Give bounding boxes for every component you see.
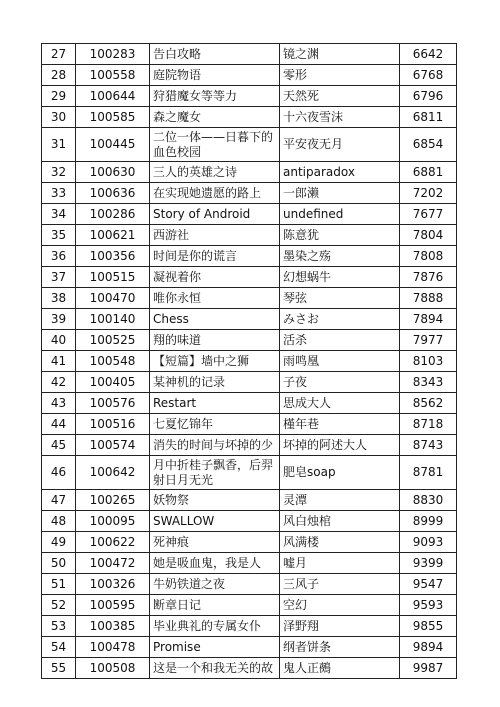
- table-row: [42, 267, 457, 288]
- entry-id-cell: 100140: [76, 309, 150, 330]
- author-cell: 平安夜无月: [280, 128, 400, 162]
- entry-id-cell: 100576: [76, 393, 150, 414]
- score-cell: 8562: [400, 393, 457, 414]
- title-cell: Restart: [150, 393, 280, 414]
- table-row: [42, 435, 457, 456]
- entry-id-cell: 100385: [76, 616, 150, 637]
- author-cell: 风白烛棺: [280, 511, 400, 532]
- score-cell: 9593: [400, 595, 457, 616]
- ranking-table-body: [42, 44, 457, 679]
- author-cell: 风满楼: [280, 532, 400, 553]
- table-row: [42, 162, 457, 183]
- title-cell: 时间是你的谎言: [150, 246, 280, 267]
- score-cell: 6796: [400, 86, 457, 107]
- table-row: [42, 532, 457, 553]
- score-cell: 7677: [400, 204, 457, 225]
- title-cell: Chess: [150, 309, 280, 330]
- score-cell: 6768: [400, 65, 457, 86]
- entry-id-cell: 100478: [76, 637, 150, 658]
- author-cell: 思成大人: [280, 393, 400, 414]
- table-row: [42, 288, 457, 309]
- title-cell: 七夏忆锦年: [150, 414, 280, 435]
- rank-cell: 49: [42, 532, 76, 553]
- title-cell: 消失的时间与坏掉的少: [150, 435, 280, 456]
- score-cell: 9894: [400, 637, 457, 658]
- score-cell: 9855: [400, 616, 457, 637]
- table-row: [42, 658, 457, 679]
- title-cell: Story of Android: [150, 204, 280, 225]
- author-cell: 坏掉的阿述大人: [280, 435, 400, 456]
- entry-id-cell: 100548: [76, 351, 150, 372]
- table-row: [42, 44, 457, 65]
- title-cell: SWALLOW: [150, 511, 280, 532]
- author-cell: 十六夜雪沫: [280, 107, 400, 128]
- table-row: [42, 330, 457, 351]
- rank-cell: 42: [42, 372, 76, 393]
- table-row: [42, 86, 457, 107]
- title-cell: 三人的英雄之诗: [150, 162, 280, 183]
- entry-id-cell: 100622: [76, 532, 150, 553]
- author-cell: 子夜: [280, 372, 400, 393]
- score-cell: 8830: [400, 490, 457, 511]
- table-row: [42, 456, 457, 490]
- entry-id-cell: 100265: [76, 490, 150, 511]
- ranking-sheet: [41, 43, 457, 679]
- table-row: [42, 511, 457, 532]
- author-cell: 镜之渊: [280, 44, 400, 65]
- rank-cell: 52: [42, 595, 76, 616]
- title-cell: 在实现她遗愿的路上: [150, 183, 280, 204]
- author-cell: 活杀: [280, 330, 400, 351]
- entry-id-cell: 100515: [76, 267, 150, 288]
- score-cell: 8999: [400, 511, 457, 532]
- title-cell: 西游社: [150, 225, 280, 246]
- table-row: [42, 393, 457, 414]
- author-cell: 槿年巷: [280, 414, 400, 435]
- entry-id-cell: 100095: [76, 511, 150, 532]
- rank-cell: 38: [42, 288, 76, 309]
- score-cell: 7977: [400, 330, 457, 351]
- author-cell: 零形: [280, 65, 400, 86]
- rank-cell: 54: [42, 637, 76, 658]
- entry-id-cell: 100356: [76, 246, 150, 267]
- title-cell: 死神痕: [150, 532, 280, 553]
- rank-cell: 44: [42, 414, 76, 435]
- score-cell: 8743: [400, 435, 457, 456]
- entry-id-cell: 100326: [76, 574, 150, 595]
- rank-cell: 35: [42, 225, 76, 246]
- entry-id-cell: 100405: [76, 372, 150, 393]
- score-cell: 7876: [400, 267, 457, 288]
- author-cell: antiparadox: [280, 162, 400, 183]
- author-cell: 墨染之殇: [280, 246, 400, 267]
- entry-id-cell: 100516: [76, 414, 150, 435]
- author-cell: 三风子: [280, 574, 400, 595]
- entry-id-cell: 100558: [76, 65, 150, 86]
- entry-id-cell: 100642: [76, 456, 150, 490]
- score-cell: 6811: [400, 107, 457, 128]
- author-cell: みさお: [280, 309, 400, 330]
- rank-cell: 51: [42, 574, 76, 595]
- rank-cell: 50: [42, 553, 76, 574]
- rank-cell: 47: [42, 490, 76, 511]
- rank-cell: 40: [42, 330, 76, 351]
- rank-cell: 39: [42, 309, 76, 330]
- score-cell: 7808: [400, 246, 457, 267]
- rank-cell: 55: [42, 658, 76, 679]
- title-cell: 凝视着你: [150, 267, 280, 288]
- entry-id-cell: 100286: [76, 204, 150, 225]
- title-cell: 二位一体——日暮下的血色校园: [150, 128, 280, 162]
- rank-cell: 33: [42, 183, 76, 204]
- table-row: [42, 414, 457, 435]
- table-row: [42, 574, 457, 595]
- rank-cell: 27: [42, 44, 76, 65]
- author-cell: 灵潭: [280, 490, 400, 511]
- title-cell: 妖物祭: [150, 490, 280, 511]
- rank-cell: 32: [42, 162, 76, 183]
- author-cell: 嘘月: [280, 553, 400, 574]
- score-cell: 9547: [400, 574, 457, 595]
- entry-id-cell: 100472: [76, 553, 150, 574]
- title-cell: 狩猎魔女等等力: [150, 86, 280, 107]
- author-cell: 空幻: [280, 595, 400, 616]
- table-row: [42, 246, 457, 267]
- table-row: [42, 616, 457, 637]
- table-row: [42, 128, 457, 162]
- entry-id-cell: 100525: [76, 330, 150, 351]
- table-row: [42, 595, 457, 616]
- score-cell: 9093: [400, 532, 457, 553]
- title-cell: 这是一个和我无关的故: [150, 658, 280, 679]
- author-cell: 鬼人正鵺: [280, 658, 400, 679]
- rank-cell: 43: [42, 393, 76, 414]
- rank-cell: 46: [42, 456, 76, 490]
- score-cell: 7202: [400, 183, 457, 204]
- author-cell: undefined: [280, 204, 400, 225]
- score-cell: 6642: [400, 44, 457, 65]
- score-cell: 8718: [400, 414, 457, 435]
- title-cell: 庭院物语: [150, 65, 280, 86]
- score-cell: 6881: [400, 162, 457, 183]
- ranking-table: [41, 43, 457, 679]
- title-cell: 月中折桂子飘香，后羿射日月无光: [150, 456, 280, 490]
- author-cell: 雨鸣凰: [280, 351, 400, 372]
- title-cell: 唯你永恒: [150, 288, 280, 309]
- entry-id-cell: 100445: [76, 128, 150, 162]
- author-cell: 肥皂soap: [280, 456, 400, 490]
- score-cell: 6854: [400, 128, 457, 162]
- score-cell: 7894: [400, 309, 457, 330]
- rank-cell: 41: [42, 351, 76, 372]
- entry-id-cell: 100595: [76, 595, 150, 616]
- rank-cell: 48: [42, 511, 76, 532]
- score-cell: 7804: [400, 225, 457, 246]
- rank-cell: 30: [42, 107, 76, 128]
- rank-cell: 31: [42, 128, 76, 162]
- table-row: [42, 637, 457, 658]
- author-cell: 陈意犹: [280, 225, 400, 246]
- title-cell: 毕业典礼的专属女仆: [150, 616, 280, 637]
- title-cell: 告白攻略: [150, 44, 280, 65]
- entry-id-cell: 100283: [76, 44, 150, 65]
- table-row: [42, 204, 457, 225]
- title-cell: 某神机的记录: [150, 372, 280, 393]
- entry-id-cell: 100630: [76, 162, 150, 183]
- rank-cell: 36: [42, 246, 76, 267]
- score-cell: 9987: [400, 658, 457, 679]
- rank-cell: 34: [42, 204, 76, 225]
- rank-cell: 53: [42, 616, 76, 637]
- table-row: [42, 183, 457, 204]
- score-cell: 7888: [400, 288, 457, 309]
- table-row: [42, 372, 457, 393]
- title-cell: 森之魔女: [150, 107, 280, 128]
- author-cell: 幻想蜗牛: [280, 267, 400, 288]
- score-cell: 8103: [400, 351, 457, 372]
- entry-id-cell: 100621: [76, 225, 150, 246]
- rank-cell: 29: [42, 86, 76, 107]
- title-cell: 断章日记: [150, 595, 280, 616]
- title-cell: 【短篇】墙中之狮: [150, 351, 280, 372]
- table-row: [42, 490, 457, 511]
- title-cell: 她是吸血鬼，我是人: [150, 553, 280, 574]
- entry-id-cell: 100585: [76, 107, 150, 128]
- title-cell: 牛奶铁道之夜: [150, 574, 280, 595]
- table-row: [42, 225, 457, 246]
- author-cell: 纲者饼条: [280, 637, 400, 658]
- author-cell: 天然死: [280, 86, 400, 107]
- entry-id-cell: 100644: [76, 86, 150, 107]
- author-cell: 琴弦: [280, 288, 400, 309]
- rank-cell: 28: [42, 65, 76, 86]
- author-cell: 泽野翔: [280, 616, 400, 637]
- table-row: [42, 65, 457, 86]
- table-row: [42, 107, 457, 128]
- entry-id-cell: 100636: [76, 183, 150, 204]
- table-row: [42, 553, 457, 574]
- score-cell: 8781: [400, 456, 457, 490]
- entry-id-cell: 100508: [76, 658, 150, 679]
- title-cell: 翔的味道: [150, 330, 280, 351]
- entry-id-cell: 100574: [76, 435, 150, 456]
- title-cell: Promise: [150, 637, 280, 658]
- score-cell: 9399: [400, 553, 457, 574]
- author-cell: 一郎濑: [280, 183, 400, 204]
- rank-cell: 45: [42, 435, 76, 456]
- rank-cell: 37: [42, 267, 76, 288]
- score-cell: 8343: [400, 372, 457, 393]
- entry-id-cell: 100470: [76, 288, 150, 309]
- table-row: [42, 309, 457, 330]
- table-row: [42, 351, 457, 372]
